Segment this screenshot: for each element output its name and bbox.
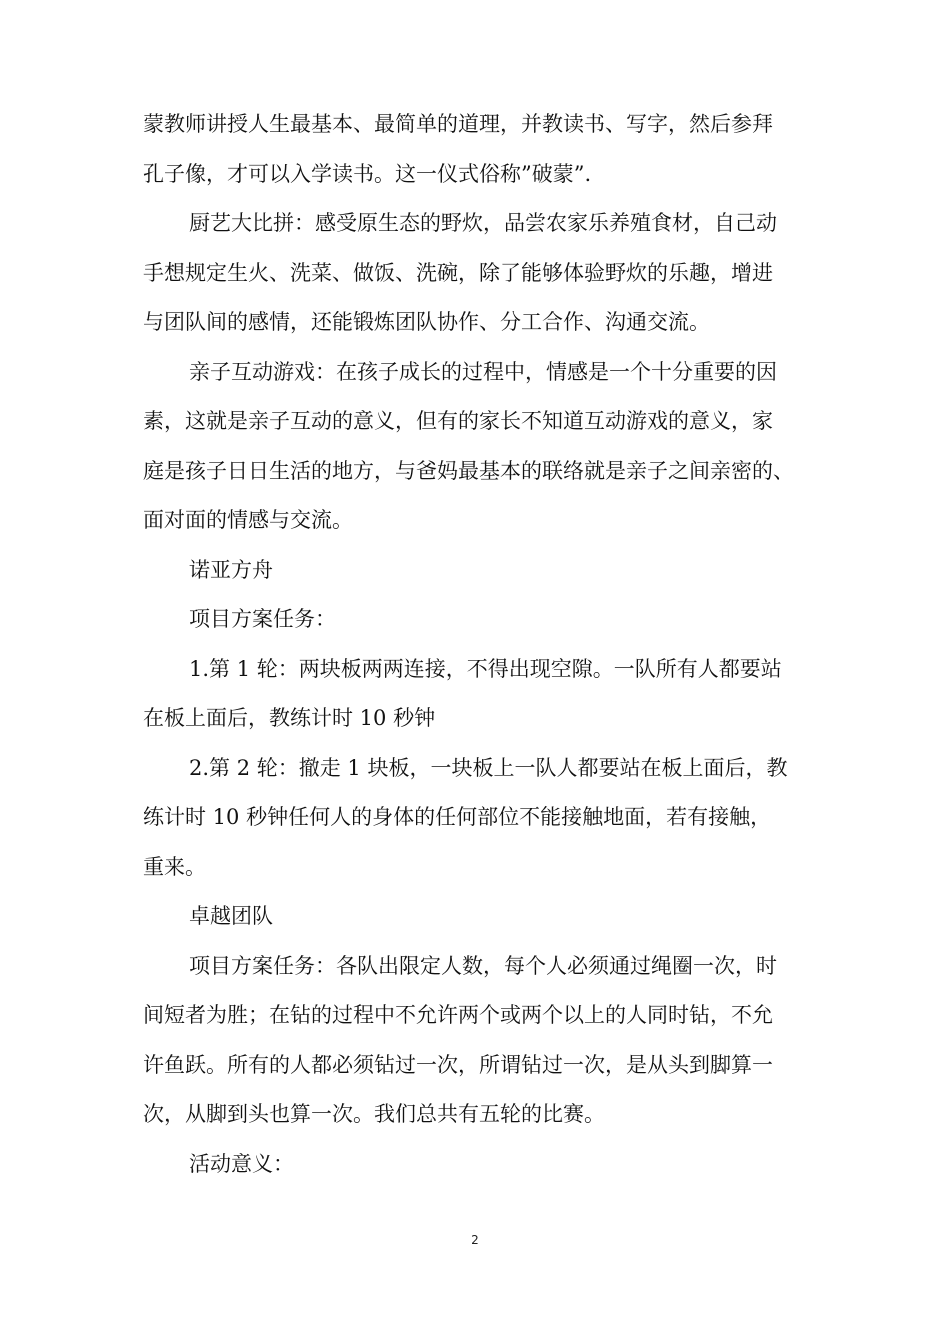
- paragraph-pobeng-continuation: [143, 100, 823, 199]
- text-line: 项目方案任务：各队出限定人数，每个人必须通过绳圈一次，时: [189, 953, 777, 978]
- text-line: 诺亚方舟: [189, 557, 273, 582]
- text-line: 卓越团队: [189, 904, 273, 928]
- text-line: 蒙教师讲授人生最基本、最简单的道理，并教读书、写字，然后参拜: [143, 112, 773, 136]
- text-line: 孔子像，才可以入学读书。这一仪式俗称”破蒙”.: [143, 161, 592, 186]
- section-heading-noahs-ark: [143, 546, 823, 596]
- text-line: 重来。: [143, 854, 206, 879]
- text-line: 与团队间的感情，还能锻炼团队协作、分工合作、沟通交流。: [143, 310, 710, 334]
- text-line: 项目方案任务：: [189, 607, 336, 631]
- text-line: 素，这就是亲子互动的意义，但有的家长不知道互动游戏的意义，家: [143, 409, 773, 433]
- document-body: [143, 100, 823, 1189]
- label-project-tasks: [143, 595, 823, 645]
- paragraph-rope-ring-task: [143, 942, 823, 1140]
- section-heading-excellent-team: [143, 892, 823, 942]
- text-line: 2.第 2 轮：撤走 1 块板，一块板上一队人都要站在板上面后，教: [189, 755, 788, 780]
- text-line: 1.第 1 轮：两块板两两连接，不得出现空隙。一队所有人都要站: [189, 656, 782, 681]
- text-line: 厨艺大比拼：感受原生态的野炊，品尝农家乐养殖食材，自己动: [189, 211, 777, 235]
- text-line: 活动意义：: [189, 1151, 294, 1176]
- text-line: 间短者为胜；在钻的过程中不允许两个或两个以上的人同时钻，不允: [143, 1003, 773, 1027]
- text-line: 许鱼跃。所有的人都必须钻过一次，所谓钻过一次，是从头到脚算一: [143, 1052, 773, 1077]
- paragraph-round-1: [143, 645, 823, 744]
- paragraph-cooking-contest: [143, 199, 823, 348]
- text-line: 手想规定生火、洗菜、做饭、洗碗，除了能够体验野炊的乐趣，增进: [143, 260, 773, 285]
- text-line: 次，从脚到头也算一次。我们总共有五轮的比赛。: [143, 1102, 605, 1126]
- text-line: 亲子互动游戏：在孩子成长的过程中，情感是一个十分重要的因: [189, 359, 777, 384]
- text-line: 在板上面后，教练计时 10 秒钟: [143, 706, 436, 730]
- text-line: 庭是孩子日日生活的地方，与爸妈最基本的联络就是亲子之间亲密的、: [143, 458, 794, 483]
- paragraph-round-2: [143, 744, 823, 893]
- page-number: 2: [471, 1233, 479, 1247]
- text-line: 练计时 10 秒钟任何人的身体的任何部位不能接触地面，若有接触，: [143, 805, 772, 829]
- label-activity-significance: [143, 1140, 823, 1190]
- paragraph-parent-child-game: [143, 348, 823, 546]
- text-line: 面对面的情感与交流。: [143, 508, 353, 532]
